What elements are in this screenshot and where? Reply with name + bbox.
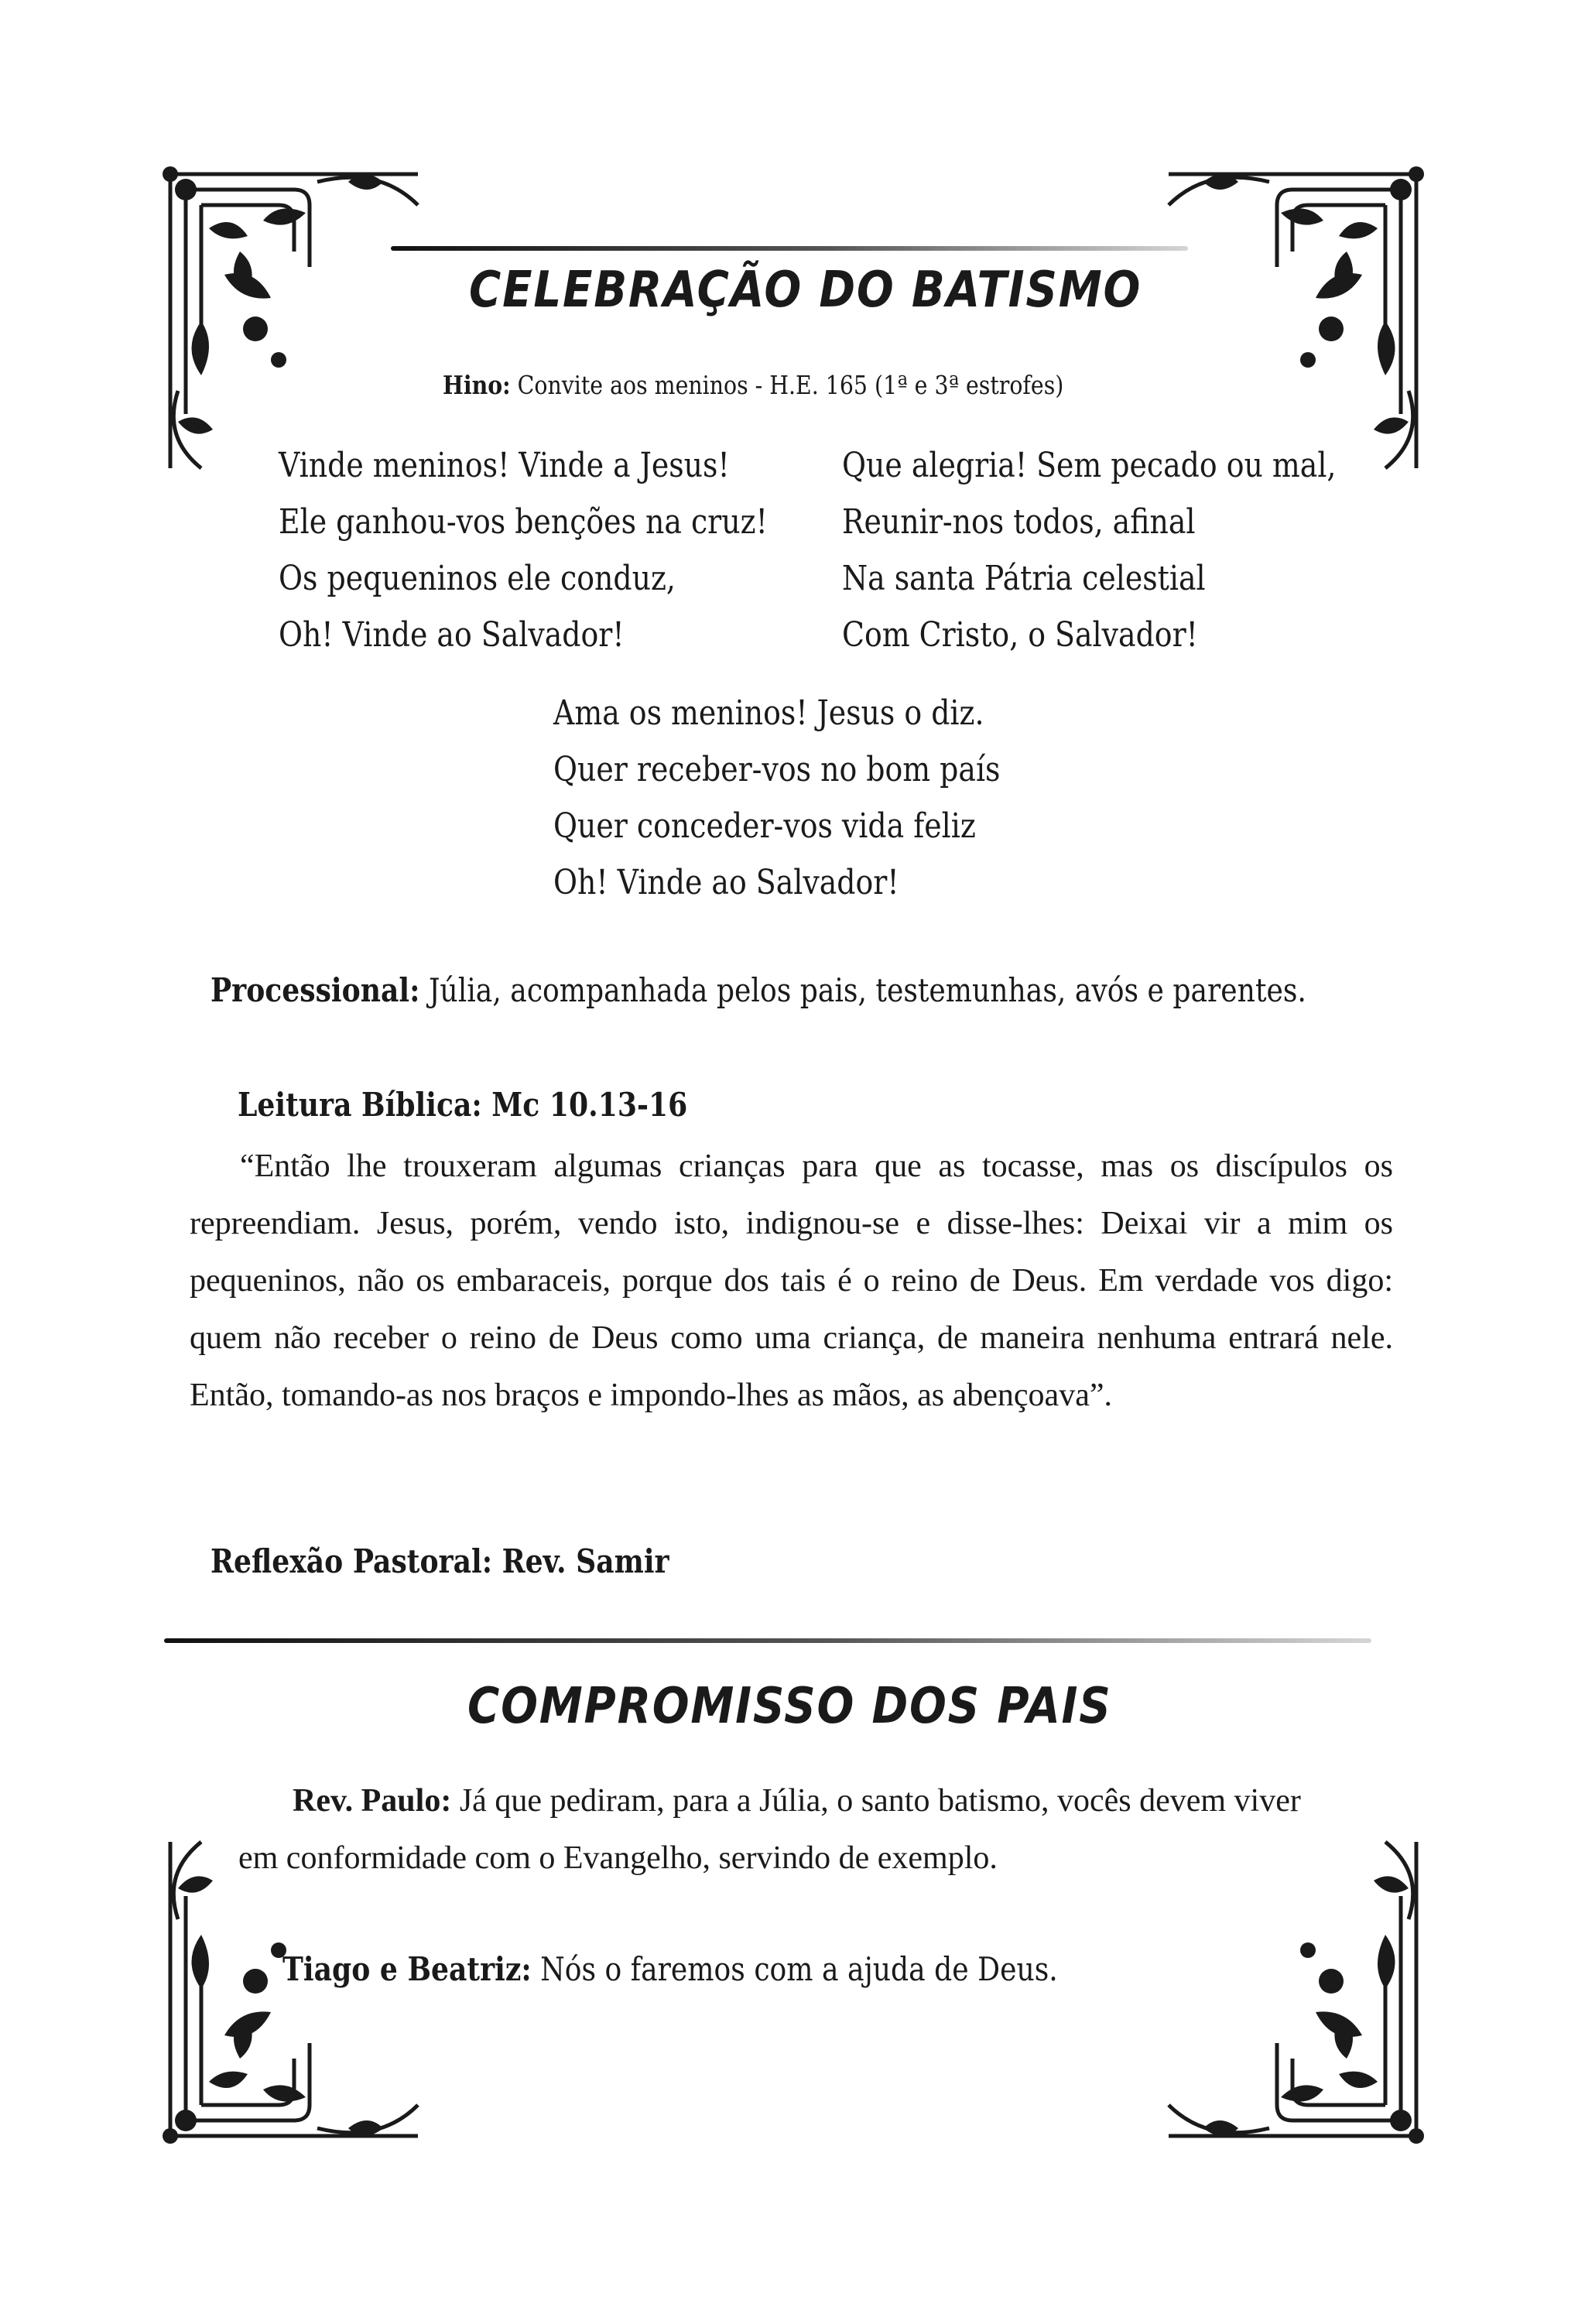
processional-label: Processional: <box>211 971 420 1009</box>
stanza-line: Na santa Pátria celestial <box>842 559 1206 598</box>
stanza-line: Quer receber-vos no bom país <box>553 750 1001 789</box>
floral-corner-ornament-icon <box>155 159 433 484</box>
section-title-batismo: CELEBRAÇÃO DO BATISMO <box>469 262 1142 319</box>
title-rule <box>164 1638 1371 1643</box>
stanza-line: Ama os meninos! Jesus o diz. <box>553 693 984 733</box>
hymn-stanza-1 <box>279 437 768 663</box>
reflexao-pastoral: Reflexão Pastoral: Rev. Samir <box>211 1542 669 1580</box>
title-rule <box>391 246 1188 251</box>
hymn-ref-text: Convite aos meninos - H.E. 165 (1ª e 3ª estrofes) <box>510 370 1064 400</box>
parents-label: Tiago e Beatriz: <box>282 1950 532 1988</box>
hymn-stanza-3 <box>553 685 1000 911</box>
processional-paragraph <box>211 971 1306 1009</box>
stanza-line: Reunir-nos todos, afinal <box>842 502 1196 542</box>
processional-text: Júlia, acompanhada pelos pais, testemunhas, avós e parentes. <box>419 971 1306 1009</box>
stanza-line: Os pequeninos ele conduz, <box>279 559 676 598</box>
hymn-label: Hino: <box>443 370 511 400</box>
hymn-stanza-2 <box>842 437 1336 663</box>
stanza-line: Ele ganhou-vos benções na cruz! <box>279 502 768 542</box>
rev-paulo-label: Rev. Paulo: <box>293 1783 452 1819</box>
stanza-line: Que alegria! Sem pecado ou mal, <box>842 446 1337 485</box>
stanza-line: Oh! Vinde ao Salvador! <box>553 863 899 902</box>
parents-paragraph <box>282 1950 1058 1988</box>
reading-text: “Então lhe trouxeram algumas crianças para que as tocasse, mas os discípulos os repreendiam. Jesus, porém, vendo isto, indignou-se e disse-lhes: Deixai vir a mim os pequeninos, não os embaraceis, porque dos tais é o reino de Deus. Em verdade vos digo: quem não receber o reino de Deus como uma criança, de maneira nenhuma entrará nele. Então, tomando-as nos braços e impondo-lhes as mãos, as abençoava”. <box>190 1148 1393 1413</box>
parents-text: Nós o faremos com a ajuda de Deus. <box>531 1950 1058 1988</box>
stanza-line: Com Cristo, o Salvador! <box>842 615 1198 655</box>
rev-paulo-paragraph <box>238 1772 1345 1887</box>
stanza-line: Vinde meninos! Vinde a Jesus! <box>279 446 730 485</box>
rev-paulo-text: Já que pediram, para a Júlia, o santo batismo, vocês devem viver em conformidade com o Evangelho, servindo de exemplo. <box>238 1783 1301 1876</box>
stanza-line: Oh! Vinde ao Salvador! <box>279 615 625 655</box>
stanza-line: Quer conceder-vos vida feliz <box>553 806 976 846</box>
floral-corner-ornament-icon <box>1153 159 1432 484</box>
hymn-reference <box>443 370 1063 400</box>
section-title-compromisso: COMPROMISSO DOS PAIS <box>467 1678 1112 1735</box>
reading-title: Leitura Bíblica: Mc 10.13-16 <box>238 1086 688 1124</box>
